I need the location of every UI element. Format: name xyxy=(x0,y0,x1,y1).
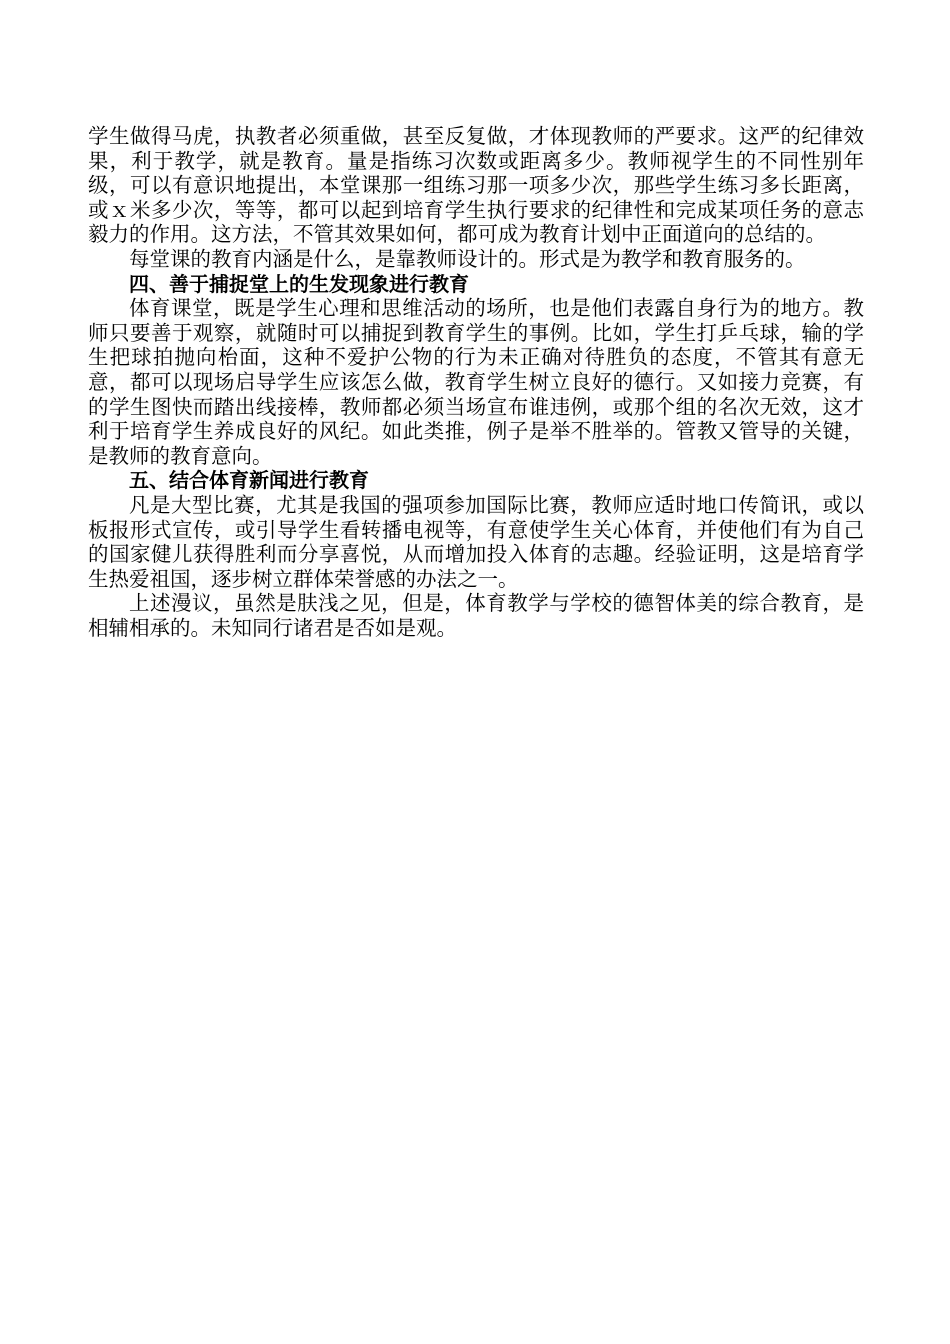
paragraph-continuation: 学生做得马虎，执教者必须重做，甚至反复做，才体现教师的严要求。这严的纪律效果，利于教学，就是教育。量是指练习次数或距离多少。教师视学生的不同性别年级，可以有意识地提出，本堂课那一组练习那一项多少次，那些学生练习多长距离，或ｘ米多少次，等等，都可以起到培育学生执行要求的纪律性和完成某项任务的意志毅力的作用。这方法，不管其效果如何，都可成为教育计划中正面道向的总结的。 xyxy=(88,124,864,247)
paragraph-classroom-phenomena: 体育课堂，既是学生心理和思维活动的场所，也是他们表露自身行为的地方。教师只要善于观察，就随时可以捕捉到教育学生的事例。比如，学生打乒乓球，输的学生把球拍抛向枱面，这种不爱护公物的行为未正确对待胜负的态度，不管其有意无意，都可以现场启导学生应该怎么做，教育学生树立良好的德行。又如接力竞赛，有的学生图快而踏出线接棒，教师都必须当场宣布谁违例，或那个组的名次无效，这才利于培育学生养成良好的风纪。如此类推，例子是举不胜举的。管教又管导的关键，是教师的教育意向。 xyxy=(88,296,864,468)
paragraph-sports-news: 凡是大型比赛，尤其是我国的强项参加国际比赛，教师应适时地口传简讯，或以板报形式宣传，或引导学生看转播电视等，有意使学生关心体育，并使他们有为自己的国家健儿获得胜利而分享喜悦，从而增加投入体育的志趣。经验证明，这是培育学生热爱祖国，逐步树立群体荣誉感的办法之一。 xyxy=(88,492,864,591)
paragraph-conclusion: 上述漫议，虽然是肤浅之见，但是，体育教学与学校的德智体美的综合教育，是相辅相承的。未知同行诸君是否如是观。 xyxy=(88,591,864,640)
paragraph-lesson-content: 每堂课的教育内涵是什么，是靠教师设计的。形式是为教学和教育服务的。 xyxy=(129,246,806,271)
section-heading-five: 五、结合体育新闻进行教育 xyxy=(129,468,369,493)
section-heading-four: 四、善于捕捉堂上的生发现象进行教育 xyxy=(129,271,469,296)
document-body xyxy=(88,124,864,640)
